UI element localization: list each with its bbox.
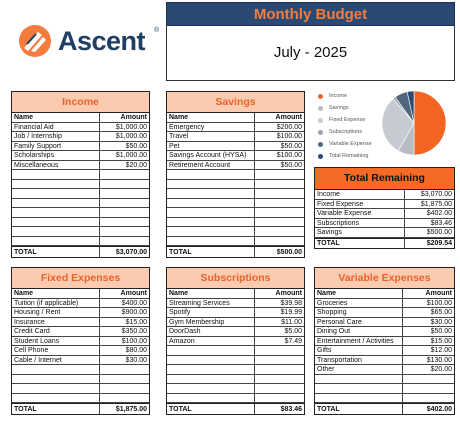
table-row (315, 375, 454, 385)
table-row (167, 365, 304, 375)
row-amount (255, 365, 304, 374)
row-name (167, 356, 255, 365)
column-header-row (12, 289, 149, 299)
table-row (315, 384, 454, 394)
legend-swatch-icon (318, 130, 323, 135)
row-name (315, 394, 403, 403)
row-amount: $39.98 (280, 299, 302, 307)
table-title: Fixed Expenses (12, 268, 149, 289)
table-row (12, 208, 149, 218)
amount-column-header: Amount (120, 114, 147, 121)
row-amount: $402.00 (426, 210, 452, 217)
table-title: Income (12, 92, 149, 113)
table-row (12, 218, 149, 228)
row-amount (100, 218, 149, 227)
legend-label: Income (329, 93, 348, 99)
table-row (315, 190, 454, 200)
legend-label: Savings (329, 105, 349, 111)
row-name (167, 227, 255, 236)
column-header-row (167, 289, 304, 299)
row-amount: $50.00 (430, 328, 452, 335)
row-amount: $5.00 (284, 328, 302, 335)
legend-swatch-icon (318, 142, 323, 147)
table-row (12, 356, 149, 366)
table-row (12, 170, 149, 180)
row-amount (100, 199, 149, 208)
table-row (167, 237, 304, 247)
row-name: Entertainment / Activities (315, 337, 403, 346)
row-amount: $400.00 (121, 299, 147, 307)
row-amount (255, 218, 304, 227)
row-name: Credit Card (12, 327, 100, 336)
legend-label: Fixed Expense (329, 117, 366, 123)
row-amount: $1,000.00 (115, 152, 147, 159)
table-row (315, 299, 454, 309)
table-row (315, 308, 454, 318)
row-name (12, 227, 100, 236)
row-amount (100, 384, 149, 393)
table-row (315, 365, 454, 375)
row-name (315, 375, 403, 384)
row-amount: $30.00 (125, 356, 147, 364)
row-name: Groceries (315, 299, 403, 308)
table-row (12, 384, 149, 394)
row-amount: $19.99 (280, 309, 302, 316)
total-label: TOTAL (12, 247, 100, 257)
total-row (167, 246, 304, 257)
row-name: Other (315, 365, 403, 374)
row-name: Fixed Expense (315, 200, 405, 209)
row-name: Subscriptions (315, 219, 405, 228)
table-row (167, 318, 304, 328)
row-name: Gifts (315, 346, 403, 355)
row-amount: $20.00 (430, 366, 452, 373)
row-name: Shopping (315, 308, 403, 317)
fixed-expenses-table (11, 267, 150, 415)
savings-table (166, 91, 305, 258)
row-amount (100, 227, 149, 236)
row-name (167, 189, 255, 198)
table-row (12, 227, 149, 237)
row-amount (100, 365, 149, 374)
total-amount: $3,070.00 (115, 249, 147, 256)
row-name: Scholarships (12, 151, 100, 160)
row-name: Miscellaneous (12, 161, 100, 170)
table-title: Savings (167, 92, 304, 113)
row-name: Retirement Account (167, 161, 255, 170)
total-amount: $500.00 (276, 249, 302, 256)
table-row (167, 208, 304, 218)
row-name (167, 394, 255, 403)
row-amount (255, 384, 304, 393)
registered-mark: ® (154, 27, 160, 34)
name-column-header: Name (167, 289, 255, 298)
row-name (12, 218, 100, 227)
row-name: Travel (167, 132, 255, 141)
table-row (12, 337, 149, 347)
row-amount: $65.00 (430, 309, 452, 316)
row-name: Dining Out (315, 327, 403, 336)
table-row (167, 142, 304, 152)
row-name: Housing / Rent (12, 308, 100, 317)
table-row (167, 161, 304, 171)
income-table (11, 91, 150, 258)
amount-column-header: Amount (120, 290, 147, 297)
total-label: TOTAL (167, 404, 255, 414)
amount-column-header: Amount (275, 114, 302, 121)
total-amount: $83.46 (280, 406, 302, 413)
table-title: Subscriptions (167, 268, 304, 289)
row-name (12, 365, 100, 374)
row-name: Variable Expense (315, 209, 405, 218)
row-amount (255, 394, 304, 403)
legend-item (318, 138, 372, 150)
row-amount: $11.00 (281, 318, 302, 326)
legend-item (318, 150, 372, 162)
row-amount: $200.00 (276, 123, 302, 131)
legend-item (318, 102, 372, 114)
table-row (167, 151, 304, 161)
table-row (12, 132, 149, 142)
row-name (12, 394, 100, 403)
row-amount (255, 208, 304, 217)
brand-name: Ascent (58, 26, 146, 56)
chart-legend (318, 90, 372, 162)
row-name: Transportation (315, 356, 403, 365)
table-row (12, 142, 149, 152)
row-amount (403, 375, 454, 384)
row-name: Savings Account (HYSA) (167, 151, 255, 160)
row-amount: $1,000.00 (115, 133, 147, 140)
row-amount (255, 170, 304, 179)
row-amount (100, 170, 149, 179)
row-name: Insurance (12, 318, 100, 327)
total-amount: $1,875.00 (115, 406, 147, 413)
row-amount: $100.00 (121, 337, 147, 345)
table-row (12, 318, 149, 328)
table-row (12, 180, 149, 190)
table-row (315, 228, 454, 238)
row-name: Savings (315, 228, 405, 237)
row-amount: $3,070.00 (420, 191, 452, 198)
table-row (315, 337, 454, 347)
table-row (315, 327, 454, 337)
row-name: Cable / Internet (12, 356, 100, 365)
table-row (315, 318, 454, 328)
table-row (167, 189, 304, 199)
table-row (167, 394, 304, 404)
row-name: Emergency (167, 123, 255, 132)
row-amount: $15.00 (430, 337, 452, 345)
table-row (315, 209, 454, 219)
name-column-header: Name (167, 113, 255, 122)
row-name (167, 365, 255, 374)
row-amount (255, 237, 304, 246)
row-name (12, 199, 100, 208)
row-name (167, 346, 255, 355)
legend-swatch-icon (318, 106, 323, 111)
total-label: TOTAL (167, 247, 255, 257)
table-row (12, 375, 149, 385)
row-amount: $100.00 (276, 152, 302, 159)
table-row (12, 327, 149, 337)
row-amount (100, 394, 149, 403)
legend-label: Subscriptions (329, 129, 363, 135)
row-name (12, 208, 100, 217)
amount-column-header: Amount (425, 290, 452, 297)
row-amount: $20.00 (125, 161, 147, 169)
legend-item (318, 90, 372, 102)
column-header-row (12, 113, 149, 123)
row-amount (255, 227, 304, 236)
row-amount (403, 384, 454, 393)
table-row (12, 161, 149, 171)
legend-swatch-icon (318, 118, 323, 123)
row-name: Student Loans (12, 337, 100, 346)
pie-slice-income (414, 91, 446, 155)
table-row (315, 394, 454, 404)
budget-pie-chart (380, 89, 448, 157)
total-row (315, 403, 454, 414)
row-amount (255, 346, 304, 355)
table-row (12, 365, 149, 375)
row-name: DoorDash (167, 327, 255, 336)
row-name: Streaming Services (167, 299, 255, 308)
ascent-logo (18, 24, 158, 58)
column-header-row (167, 113, 304, 123)
table-row (12, 237, 149, 247)
row-name: Financial Aid (12, 123, 100, 132)
table-row (12, 308, 149, 318)
table-row (167, 170, 304, 180)
row-amount: $50.00 (280, 161, 302, 169)
row-amount: $50.00 (280, 142, 302, 150)
table-row (167, 180, 304, 190)
row-amount (403, 394, 454, 403)
budget-month: July - 2025 (166, 26, 455, 81)
row-name (167, 199, 255, 208)
legend-label: Variable Expense (329, 141, 372, 147)
row-amount: $7.49 (284, 337, 302, 345)
row-amount (255, 356, 304, 365)
row-amount (255, 199, 304, 208)
table-row (167, 327, 304, 337)
row-name: Income (315, 190, 405, 199)
row-name (167, 384, 255, 393)
row-amount: $83.46 (430, 219, 452, 227)
table-row (167, 375, 304, 385)
row-amount: $80.00 (125, 347, 147, 354)
ascent-mark-icon (18, 24, 52, 58)
row-amount: $100.00 (426, 299, 452, 307)
table-row (12, 151, 149, 161)
total-remaining-table (314, 167, 455, 249)
total-row (12, 403, 149, 414)
table-row (167, 132, 304, 142)
row-amount (100, 180, 149, 189)
name-column-header: Name (12, 113, 100, 122)
total-amount: $402.00 (426, 406, 452, 413)
row-name (12, 237, 100, 246)
row-name (12, 180, 100, 189)
table-row (167, 308, 304, 318)
table-row (315, 346, 454, 356)
row-name (167, 180, 255, 189)
column-header-row (315, 289, 454, 299)
table-row (12, 394, 149, 404)
table-row (12, 199, 149, 209)
row-name: Pet (167, 142, 255, 151)
table-row (167, 123, 304, 133)
row-name (167, 375, 255, 384)
table-row (12, 189, 149, 199)
table-row (167, 337, 304, 347)
legend-swatch-icon (318, 154, 323, 159)
table-title: Variable Expenses (315, 268, 454, 289)
table-row (167, 218, 304, 228)
total-amount: $209.54 (426, 239, 452, 247)
page-title: Monthly Budget (166, 2, 455, 26)
row-name: Tuition (if applicable) (12, 299, 100, 308)
row-name: Job / Internship (12, 132, 100, 141)
row-name: Cell Phone (12, 346, 100, 355)
table-row (315, 356, 454, 366)
table-row (167, 227, 304, 237)
subscriptions-table (166, 267, 305, 415)
table-row (315, 219, 454, 229)
table-row (167, 299, 304, 309)
row-name: Family Support (12, 142, 100, 151)
legend-swatch-icon (318, 94, 323, 99)
total-row (167, 403, 304, 414)
row-amount (255, 180, 304, 189)
table-row (167, 199, 304, 209)
row-name: Amazon (167, 337, 255, 346)
table-row (12, 346, 149, 356)
row-amount: $15.00 (125, 318, 147, 326)
table-row (12, 299, 149, 309)
total-row (12, 246, 149, 257)
row-name: Spotify (167, 308, 255, 317)
row-amount: $1,875.00 (420, 200, 452, 208)
row-amount (100, 208, 149, 217)
row-name (167, 170, 255, 179)
row-amount: $30.00 (430, 318, 452, 326)
row-amount (255, 189, 304, 198)
table-row (167, 346, 304, 356)
total-label: TOTAL (12, 404, 100, 414)
table-title: Total Remaining (315, 168, 454, 190)
row-name (12, 375, 100, 384)
name-column-header: Name (315, 289, 403, 298)
row-name: Personal Care (315, 318, 403, 327)
row-amount: $350.00 (121, 328, 147, 335)
legend-item (318, 114, 372, 126)
variable-expenses-table (314, 267, 455, 415)
row-amount: $1,000.00 (115, 123, 147, 131)
table-row (167, 384, 304, 394)
row-name (167, 237, 255, 246)
row-name (12, 189, 100, 198)
row-amount (255, 375, 304, 384)
row-name (167, 218, 255, 227)
amount-column-header: Amount (275, 290, 302, 297)
row-name (167, 208, 255, 217)
row-amount (100, 237, 149, 246)
row-amount: $50.00 (125, 142, 147, 150)
row-amount (100, 189, 149, 198)
row-name (315, 384, 403, 393)
row-name: Gym Membership (167, 318, 255, 327)
name-column-header: Name (12, 289, 100, 298)
row-amount: $500.00 (426, 229, 452, 236)
table-row (12, 123, 149, 133)
table-row (315, 200, 454, 210)
row-name (12, 384, 100, 393)
row-amount: $130.00 (426, 356, 452, 364)
legend-item (318, 126, 372, 138)
table-row (167, 356, 304, 366)
row-amount: $900.00 (121, 309, 147, 316)
total-label: TOTAL (315, 404, 403, 414)
row-amount: $12.00 (430, 347, 452, 354)
legend-label: Total Remaining (329, 153, 369, 159)
total-label: TOTAL (315, 239, 405, 248)
row-name (12, 170, 100, 179)
row-amount: $100.00 (276, 133, 302, 140)
row-amount (100, 375, 149, 384)
total-row (315, 238, 454, 248)
